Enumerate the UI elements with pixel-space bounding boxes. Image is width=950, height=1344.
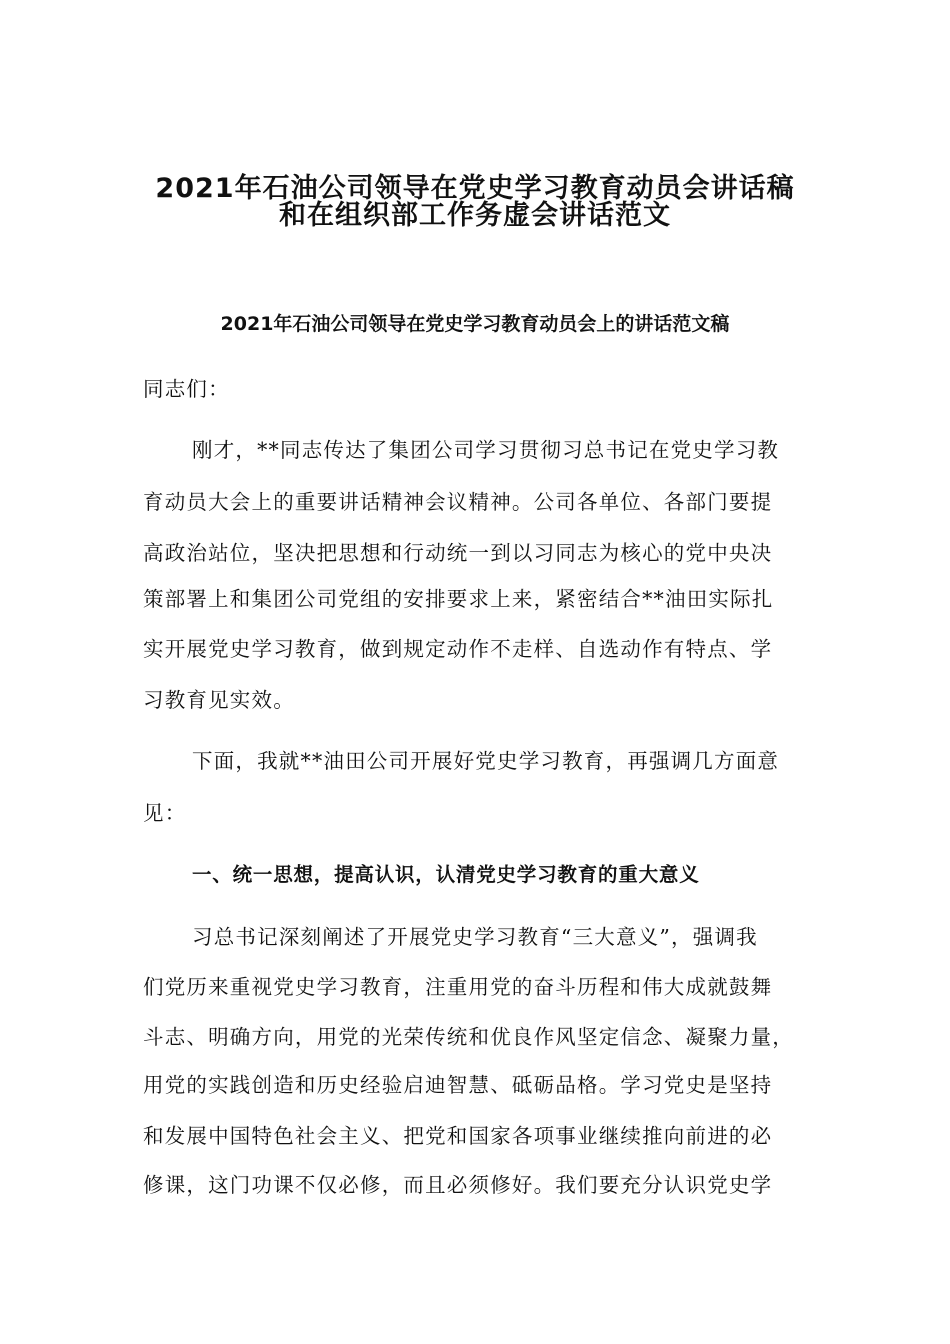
document-title-line-1: 2021年石油公司领导在党史学习教育动员会讲话稿 <box>155 173 795 204</box>
paragraph-3-line: 斗志、明确方向，用党的光荣传统和优良作风坚定信念、凝聚力量， <box>143 1025 794 1049</box>
paragraph-3-line: 和发展中国特色社会主义、把党和国家各项事业继续推向前进的必 <box>143 1124 773 1148</box>
salutation: 同志们： <box>143 377 230 401</box>
paragraph-3-line: 修课，这门功课不仅必修，而且必须修好。我们要充分认识党史学 <box>143 1173 773 1197</box>
paragraph-1-line: 实开展党史学习教育，做到规定动作不走样、自选动作有特点、学 <box>143 637 773 661</box>
paragraph-1-line: 刚才，**同志传达了集团公司学习贯彻习总书记在党史学习教 <box>192 438 780 462</box>
paragraph-2-line: 见： <box>143 801 187 825</box>
section-heading-1: 一、统一思想，提高认识，认清党史学习教育的重大意义 <box>192 863 700 886</box>
paragraph-1-line: 习教育见实效。 <box>143 688 295 712</box>
paragraph-3-line: 习总书记深刻阐述了开展党史学习教育“三大意义”，强调我 <box>192 925 758 949</box>
paragraph-3-line: 用党的实践创造和历史经验启迪智慧、砥砺品格。学习党史是坚持 <box>143 1073 773 1097</box>
paragraph-3-line: 们党历来重视党史学习教育，注重用党的奋斗历程和伟大成就鼓舞 <box>143 975 773 999</box>
paragraph-1-line: 策部署上和集团公司党组的安排要求上来，紧密结合**油田实际扎 <box>143 587 774 611</box>
speech-subtitle: 2021年石油公司领导在党史学习教育动员会上的讲话范文稿 <box>220 313 730 335</box>
paragraph-1-line: 高政治站位，坚决把思想和行动统一到以习同志为核心的党中央决 <box>143 541 773 565</box>
paragraph-1-line: 育动员大会上的重要讲话精神会议精神。公司各单位、各部门要提 <box>143 490 773 514</box>
document-title-line-2: 和在组织部工作务虚会讲话范文 <box>279 200 671 231</box>
paragraph-2-line: 下面，我就**油田公司开展好党史学习教育，再强调几方面意 <box>192 749 780 773</box>
